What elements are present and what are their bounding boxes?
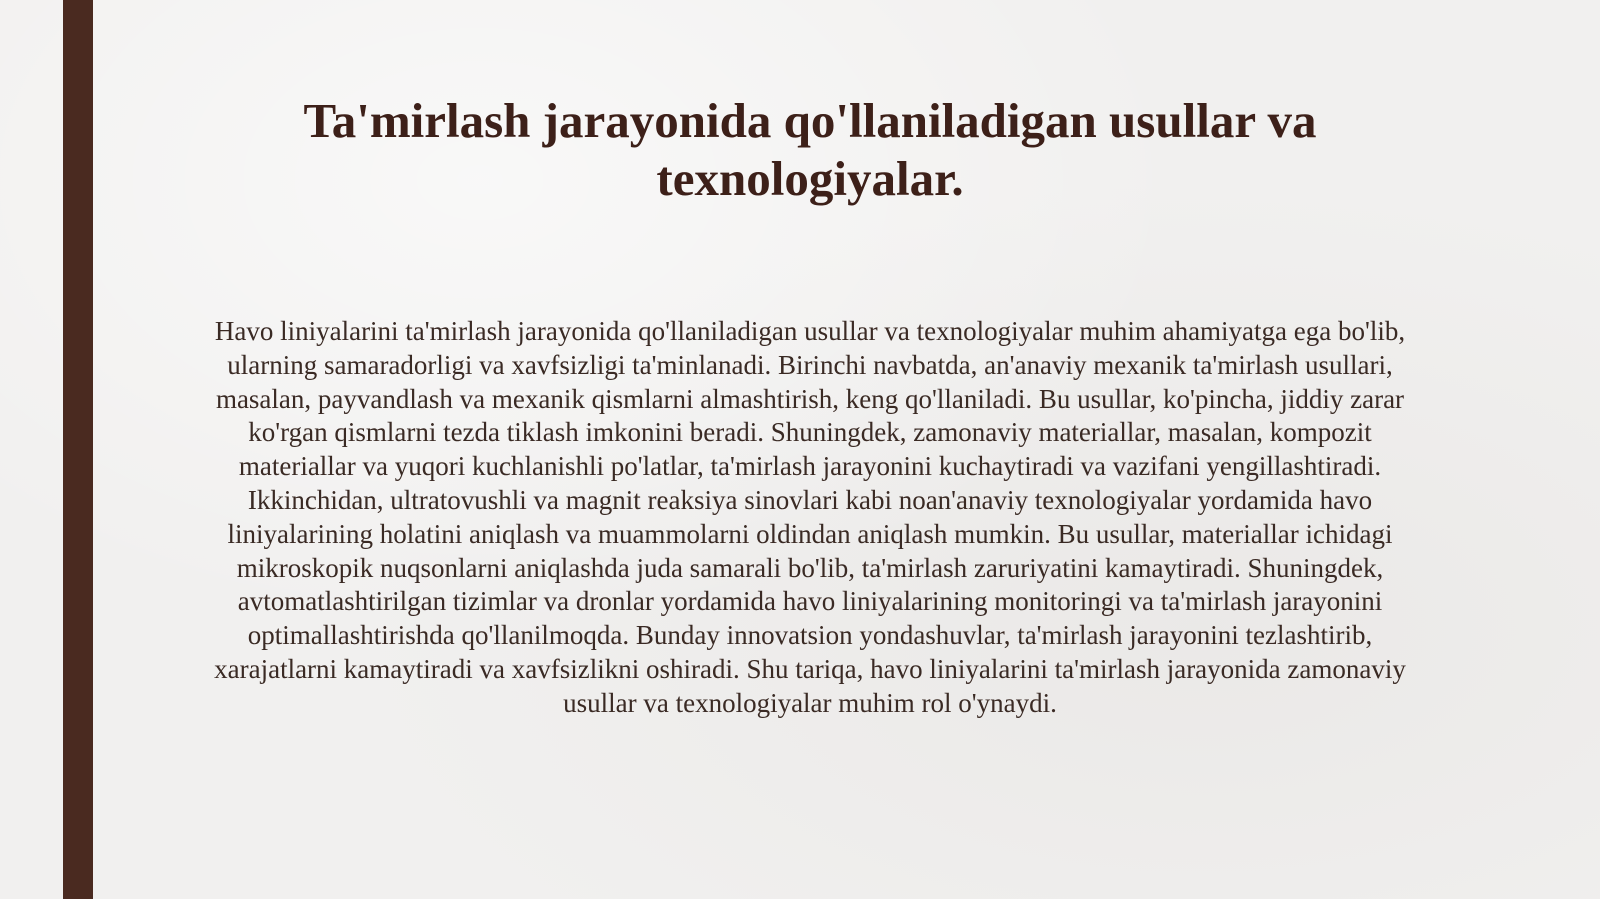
slide-title: Ta'mirlash jarayonida qo'llaniladigan usullar va texnologiyalar. — [303, 93, 1317, 206]
slide-body-text: Havo liniyalarini ta'mirlash jarayonida qo'llaniladigan usullar va texnologiyalar muhim ahamiyatga ega bo'lib, ularning samaradorligi va xavfsizligi ta'minlanadi. Birinchi navbatda, an'anaviy mexanik ta'mirlash usullari, masalan, payvandlash va mexanik qismlarni almashtirish, keng qo'llaniladi. Bu usullar, ko'pincha, jiddiy zarar ko'rgan qismlarni tezda tiklash imkonini beradi. Shuningdek, zamonaviy materiallar, masalan, kompozit materiallar va yuqori kuchlanishli po'latlar, ta'mirlash jarayonini kuchaytiradi va vazifani yengillashtiradi. Ikkinchidan, ultratovushli va magnit reaksiya sinovlari kabi noan'anaviy texnologiyalar yordamida havo liniyalarining holatini aniqlash va muammolarni oldindan aniqlash mumkin. Bu usullar, materiallar ichidagi mikroskopik nuqsonlarni aniqlashda juda samarali bo'lib, ta'mirlash zaruriyatini kamaytiradi. Shuningdek, avtomatlashtirilgan tizimlar va dronlar yordamida havo liniyalarining monitoringi va ta'mirlash jarayonini optimallashtirishda qo'llanilmoqda. Bunday innovatsion yondashuvlar, ta'mirlash jarayonini tezlashtirib, xarajatlarni kamaytiradi va xavfsizlikni oshiradi. Shu tariqa, havo liniyalarini ta'mirlash jarayonida zamonaviy usullar va texnologiyalar muhim rol o'ynaydi. — [214, 316, 1406, 718]
accent-bar — [63, 0, 93, 899]
